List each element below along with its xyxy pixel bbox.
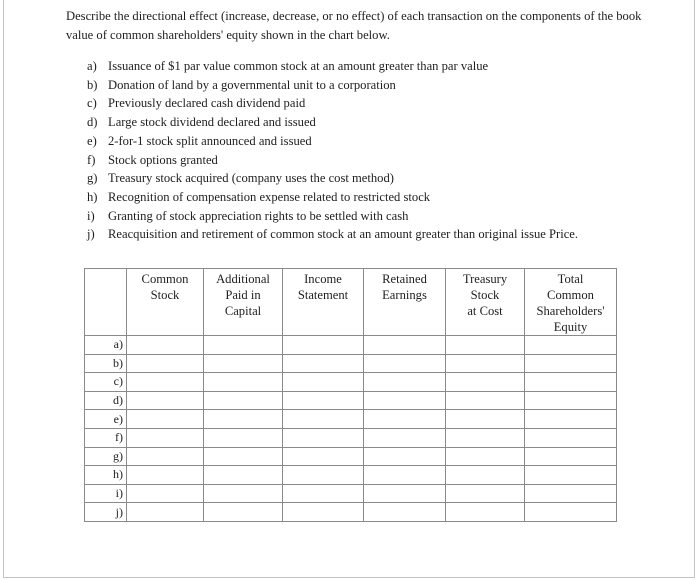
- list-item: [87, 94, 627, 113]
- table-row: [85, 354, 617, 373]
- column-header-line: Stock: [150, 288, 180, 302]
- answer-cell[interactable]: [364, 447, 446, 466]
- column-header-line: Common: [547, 288, 594, 302]
- answer-cell[interactable]: [446, 466, 525, 485]
- answer-cell[interactable]: [364, 428, 446, 447]
- item-letter: f): [87, 152, 96, 167]
- answer-cell[interactable]: [364, 336, 446, 355]
- row-label: a): [85, 336, 127, 355]
- answer-cell[interactable]: [204, 447, 283, 466]
- table-row: [85, 336, 617, 355]
- answer-cell[interactable]: [525, 466, 617, 485]
- list-item: [87, 188, 627, 207]
- answer-cell[interactable]: [204, 484, 283, 503]
- table-row: [85, 373, 617, 392]
- answer-cell[interactable]: [364, 466, 446, 485]
- column-header: [127, 269, 204, 336]
- answer-cell[interactable]: [364, 503, 446, 522]
- item-letter: j): [87, 227, 95, 242]
- answer-cell[interactable]: [204, 503, 283, 522]
- row-label: i): [85, 484, 127, 503]
- row-label: j): [85, 503, 127, 522]
- answer-cell[interactable]: [283, 410, 364, 429]
- answer-cell[interactable]: [446, 391, 525, 410]
- answer-cell[interactable]: [446, 484, 525, 503]
- answer-cell[interactable]: [127, 484, 204, 503]
- answer-cell[interactable]: [446, 410, 525, 429]
- column-header-line: Stock: [470, 288, 500, 302]
- column-header-line: Treasury: [462, 272, 508, 286]
- column-header-line: Paid in: [225, 288, 261, 302]
- answer-cell[interactable]: [446, 503, 525, 522]
- answer-cell[interactable]: [204, 336, 283, 355]
- item-letter: i): [87, 208, 95, 223]
- column-header: [283, 269, 364, 336]
- table-row: [85, 503, 617, 522]
- item-text: Reacquisition and retirement of common stock at an amount greater than original issue Price.: [108, 227, 579, 242]
- list-item: [87, 225, 627, 244]
- answer-cell[interactable]: [525, 503, 617, 522]
- intro-paragraph: Describe the directional effect (increase, decrease, or no effect) of each transaction on the components of the book value of common shareholders' equity shown in the chart below.: [66, 9, 642, 42]
- table-row: [85, 466, 617, 485]
- column-header-line: Statement: [297, 288, 349, 302]
- effects-table: [84, 268, 617, 522]
- item-text: Recognition of compensation expense related to restricted stock: [108, 189, 431, 204]
- item-letter: h): [87, 189, 98, 204]
- item-letter: e): [87, 133, 97, 148]
- column-header-line: Capital: [224, 304, 262, 318]
- answer-cell[interactable]: [204, 354, 283, 373]
- list-item: [87, 76, 627, 95]
- answer-cell[interactable]: [364, 354, 446, 373]
- answer-cell[interactable]: [364, 391, 446, 410]
- answer-cell[interactable]: [204, 410, 283, 429]
- table-header-row: [85, 269, 617, 336]
- answer-cell[interactable]: [283, 447, 364, 466]
- answer-cell[interactable]: [283, 503, 364, 522]
- list-item: [87, 113, 627, 132]
- answer-cell[interactable]: [127, 354, 204, 373]
- table-row: [85, 447, 617, 466]
- answer-cell[interactable]: [127, 428, 204, 447]
- item-text: Treasury stock acquired (company uses the cost method): [108, 171, 394, 186]
- column-header: [364, 269, 446, 336]
- item-letter: c): [87, 96, 97, 111]
- answer-cell[interactable]: [283, 484, 364, 503]
- column-header: [204, 269, 283, 336]
- table-row: [85, 484, 617, 503]
- answer-cell[interactable]: [283, 466, 364, 485]
- answer-cell[interactable]: [127, 373, 204, 392]
- column-header-line: Earnings: [382, 288, 427, 302]
- item-text: Granting of stock appreciation rights to be settled with cash: [108, 208, 409, 223]
- list-item: [87, 169, 627, 188]
- row-label-header: [85, 269, 127, 336]
- answer-cell[interactable]: [127, 503, 204, 522]
- column-header-line: Additional: [216, 272, 270, 286]
- item-text: Donation of land by a governmental unit to a corporation: [108, 77, 396, 92]
- column-header: [446, 269, 525, 336]
- answer-cell[interactable]: [204, 428, 283, 447]
- answer-cell[interactable]: [283, 391, 364, 410]
- answer-cell[interactable]: [204, 373, 283, 392]
- list-item: [87, 57, 627, 76]
- list-item: [87, 151, 627, 170]
- row-label: f): [85, 428, 127, 447]
- answer-cell[interactable]: [525, 354, 617, 373]
- column-header-line: Retained: [382, 272, 427, 286]
- item-letter: a): [87, 59, 97, 73]
- list-item: [87, 207, 627, 226]
- answer-cell[interactable]: [204, 466, 283, 485]
- item-text: 2-for-1 stock split announced and issued: [108, 133, 312, 148]
- table-row: [85, 428, 617, 447]
- answer-cell[interactable]: [127, 410, 204, 429]
- item-letter: b): [87, 77, 98, 92]
- row-label: c): [85, 373, 127, 392]
- row-label: b): [85, 354, 127, 373]
- answer-cell[interactable]: [127, 391, 204, 410]
- answer-cell[interactable]: [364, 484, 446, 503]
- answer-cell[interactable]: [283, 373, 364, 392]
- answer-cell[interactable]: [127, 336, 204, 355]
- item-letter: g): [87, 171, 98, 186]
- column-header: [525, 269, 617, 336]
- row-label: d): [85, 391, 127, 410]
- column-header-line: Common: [141, 272, 189, 286]
- answer-cell[interactable]: [283, 428, 364, 447]
- column-header-line: at Cost: [467, 304, 503, 318]
- answer-cell[interactable]: [446, 373, 525, 392]
- table-row: [85, 410, 617, 429]
- row-label: g): [85, 447, 127, 466]
- item-text: Stock options granted: [108, 152, 218, 167]
- row-label: h): [85, 466, 127, 485]
- answer-cell[interactable]: [127, 447, 204, 466]
- answer-cell[interactable]: [204, 391, 283, 410]
- answer-cell[interactable]: [127, 466, 204, 485]
- transaction-list: [87, 57, 627, 244]
- answer-cell[interactable]: [525, 336, 617, 355]
- answer-cell[interactable]: [525, 428, 617, 447]
- row-label: e): [85, 410, 127, 429]
- answer-cell[interactable]: [525, 447, 617, 466]
- answer-cell[interactable]: [525, 373, 617, 392]
- answer-cell[interactable]: [364, 373, 446, 392]
- item-letter: d): [87, 115, 98, 130]
- answer-cell[interactable]: [364, 410, 446, 429]
- answer-cell[interactable]: [446, 447, 525, 466]
- item-text: Issuance of $1 par value common stock at an amount greater than par value: [108, 59, 489, 73]
- column-header-line: Shareholders': [536, 304, 605, 318]
- answer-cell[interactable]: [283, 336, 364, 355]
- answer-cell[interactable]: [446, 354, 525, 373]
- answer-cell[interactable]: [446, 336, 525, 355]
- item-text: Large stock dividend declared and issued: [108, 115, 316, 130]
- column-header-line: Income: [304, 272, 342, 286]
- answer-cell[interactable]: [525, 391, 617, 410]
- item-text: Previously declared cash dividend paid: [108, 96, 306, 111]
- answer-cell[interactable]: [446, 428, 525, 447]
- answer-cell[interactable]: [283, 354, 364, 373]
- answer-cell[interactable]: [525, 484, 617, 503]
- column-header-line: Total: [557, 272, 584, 286]
- table-row: [85, 391, 617, 410]
- list-item: [87, 132, 627, 151]
- answer-cell[interactable]: [525, 410, 617, 429]
- column-header-line: Equity: [553, 320, 588, 334]
